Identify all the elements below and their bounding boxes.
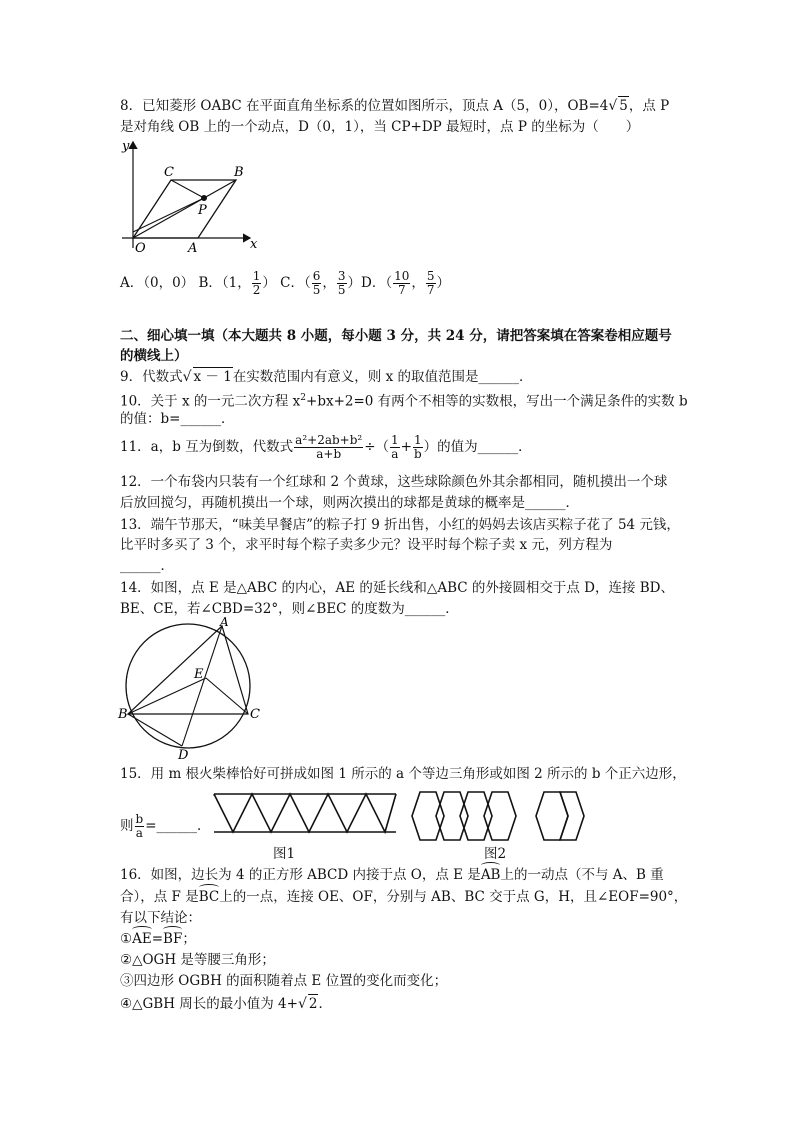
label-a: A (220, 616, 229, 629)
figure2-caption: 图2 (484, 846, 507, 862)
arc-ab: AB (480, 867, 501, 883)
q8-line2: 是对角线 OB 上的一个动点，D（0，1），当 CP+DP 最短时，点 P 的坐标为（ ） (120, 119, 640, 135)
label-d: D (178, 748, 189, 762)
q8-rhombus-figure (118, 136, 263, 254)
q16-line1: 16．如图，边长为 4 的正方形 ABCD 内接于点 O，点 E 是AB上的一动点（不与 A、B 重 (120, 867, 664, 883)
option-a: A．（0，0） (120, 275, 195, 291)
segment-dp (133, 198, 204, 232)
frac-b: $\frac{1}{2}$ (252, 269, 261, 297)
q11-main-fraction: $\frac{\text{a²+2ab+b²}}{a+b}$ (295, 433, 363, 461)
segment-ce (206, 678, 248, 714)
triangle-abc (128, 626, 248, 714)
sqrt-symbol: √ (297, 996, 307, 1012)
q16-line2: 合），点 F 是BC上的一点，连接 OE、OF，分别与 AB、BC 交于点 G，H，且∠EOF=90°， (120, 889, 688, 905)
q15-figure1-triangles (210, 788, 400, 838)
q10-line2: 的值：b=______． (120, 411, 235, 427)
section2-heading-line1: 二、细心填一填（本大题共 8 小题，每小题 3 分，共 24 分，请把答案填在答案卷相应题号 (120, 328, 672, 344)
q12-line2: 后放回搅匀，再随机摸出一个球，则两次摸出的球都是黄球的概率是______． (120, 495, 579, 511)
q8-text-a: 8．已知菱形 OABC 在平面直角坐标系的位置如图所示，顶点 A（5，0），OB=4 (120, 98, 609, 114)
point-p (201, 195, 207, 201)
q15-line2: 则 $\frac{b}{a}$ =______． (120, 812, 211, 840)
q11: 11．a，b 互为倒数，代数式 $\frac{\text{a²+2ab+b²}}{a+b}$ ÷（ $\frac{1}{a}$ + $\frac{1}{b}$ ）的值为______． (120, 433, 532, 461)
segment-cp (171, 180, 204, 198)
section2-heading-line2: 的横线上） (120, 348, 188, 364)
q16-conclusion-2: ②△OGH 是等腰三角形； (120, 952, 275, 968)
arc-bc: BC (198, 889, 220, 905)
label-c: C (250, 707, 260, 722)
q13-line2: 比平时多买了 3 个，求平时每个粽子卖多少元？设平时每个粽子卖 x 元，列方程为 (120, 537, 613, 553)
frac-c2: $\frac{3}{5}$ (337, 269, 346, 297)
q8-radicand: 5 (619, 98, 628, 114)
q14-line2: BE、CE，若∠CBD=32°，则∠BEC 的度数为______． (120, 601, 459, 617)
q8-options: A．（0，0） B．（1， $\frac{1}{2}$ ） C．（ $\frac{6}{5}$ ， $\frac{3}{5}$ ）D．（ $\frac{10}{7}$ ， $\frac{5}{7}$ ） (120, 269, 451, 297)
q15-line1: 15．用 m 根火柴棒恰好可拼成如图 1 所示的 a 个等边三角形或如图 2 所示的 b 个正六边形， (120, 766, 686, 782)
label-x: x (250, 237, 258, 252)
option-d: ）D．（ (347, 275, 393, 291)
label-a: A (188, 241, 198, 254)
q16-conclusion-4: ④△GBH 周长的最小值为 4+√ 2． (120, 996, 332, 1012)
diagonal-ob (133, 180, 236, 238)
q10-line1: 10．关于 x 的一元二次方程 $x^2+bx+2=0$ 有两个不相等的实数根，写出一个满足条件的实数 b (120, 393, 688, 410)
arc-bf: BF (163, 931, 183, 947)
q8-text-b: ，点 P (628, 98, 670, 114)
q16-conclusion-3: ③四边形 OGBH 的面积随着点 E 位置的变化而变化； (120, 973, 448, 989)
q15-fraction: $\frac{b}{a}$ (135, 812, 144, 840)
label-e: E (194, 667, 204, 682)
sqrt-symbol: √ (182, 369, 192, 385)
q15-figure2-hexagons (406, 790, 586, 842)
q8-line1 (120, 96, 669, 115)
q16-line3: 有以下结论： (120, 910, 201, 926)
q16-conclusion-1: ①AE=BF； (120, 931, 196, 947)
q14-circle-figure (116, 616, 266, 762)
option-c: ） C．（ (262, 275, 311, 291)
q14-line1: 14．如图，点 E 是△ABC 的内心，AE 的延长线和△ABC 的外接圆相交于点 D，连接 BD、 (120, 580, 675, 596)
label-c: C (164, 165, 174, 180)
option-b: B．（1， (198, 275, 251, 291)
figure1-caption: 图1 (273, 846, 296, 862)
sqrt-symbol: √ (608, 98, 618, 114)
segment-bd (128, 714, 182, 746)
frac-d2: $\frac{5}{7}$ (426, 269, 435, 297)
frac-c1: $\frac{6}{5}$ (312, 269, 321, 297)
q16-radicand: 2 (308, 996, 318, 1012)
label-p: P (198, 203, 207, 218)
label-b: B (118, 707, 128, 722)
q13-line3: ______． (120, 558, 174, 574)
label-y: y (122, 139, 130, 154)
q9: 9．代数式√ x － 1在实数范围内有意义，则 x 的取值范围是______． (120, 369, 533, 385)
label-o: O (135, 241, 146, 254)
q9-radicand: x － 1 (193, 369, 232, 385)
frac-d1: $\frac{10}{7}$ (394, 269, 410, 297)
arc-ae: AE (132, 931, 152, 947)
q13-line1: 13．端午节那天，“味美早餐店”的粽子打 9 折出售，小红的妈妈去该店买粽子花了 54 元钱， (120, 517, 680, 533)
label-b: B (234, 165, 244, 180)
q12-line1: 12．一个布袋内只装有一个红球和 2 个黄球，这些球除颜色外其余都相同，随机摸出一个球 (120, 474, 668, 490)
